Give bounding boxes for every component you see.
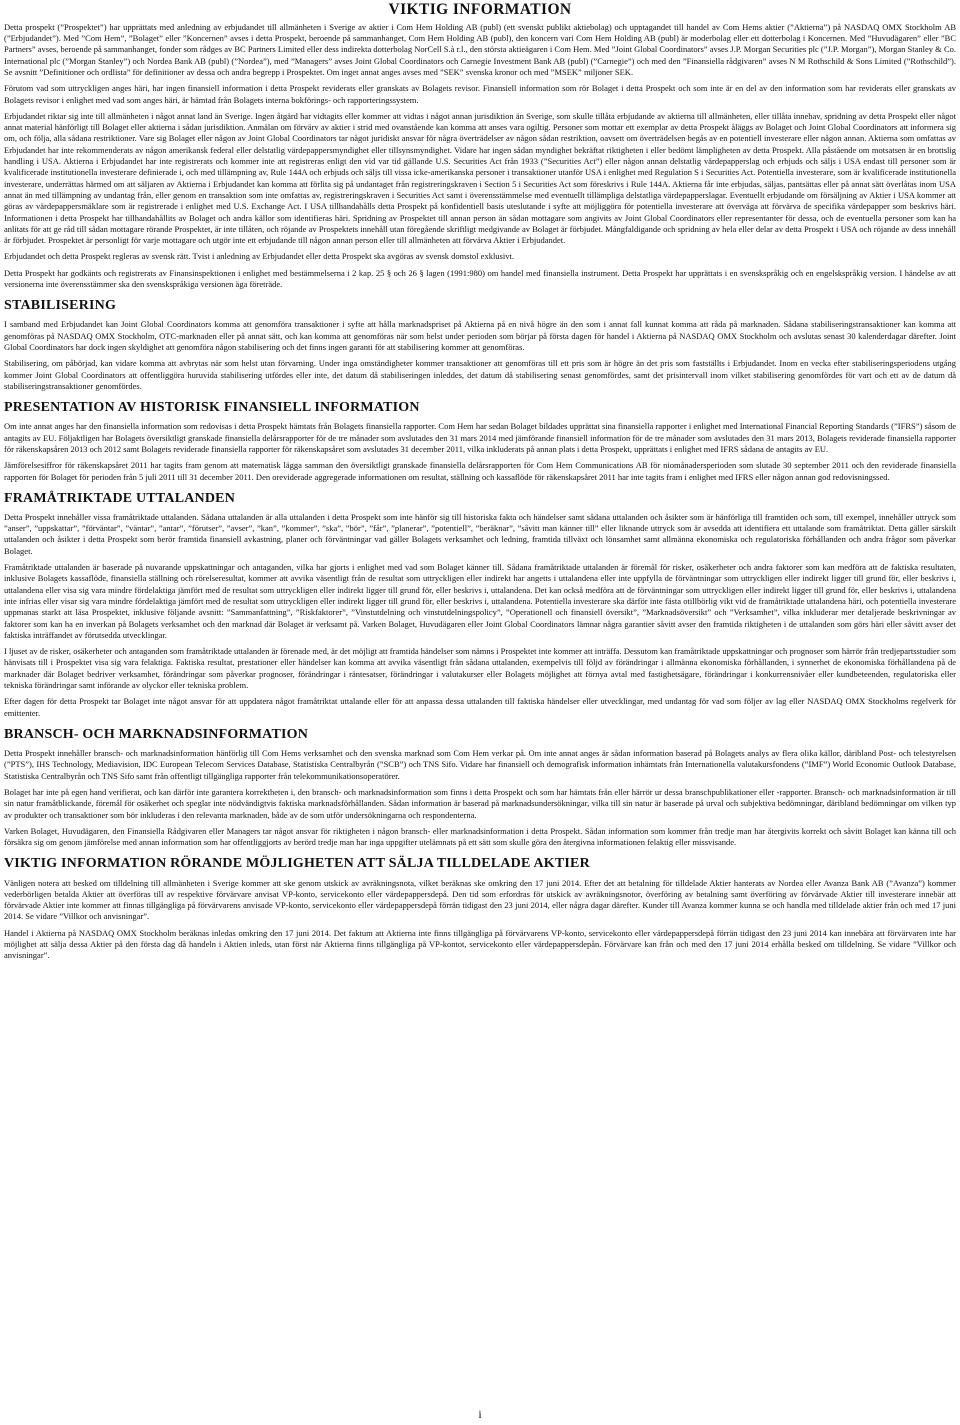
framatriktade-paragraph-1: Detta Prospekt innehåller vissa framåtriktade uttalanden. Sådana uttalanden är alla uttalanden i detta Prospekt som inte hänför sig till historiska fakta och händelser samt sådana uttalanden och åsikter som är hänförliga till framtiden och som, till exempel, innehåller uttryck som ”anser”, ”uppskattar”, ”förväntar”, ”väntar”, ”antar”, ”förutser”, ”avser”, ”kan”, ”kommer”, ”ska”, ”bör”, ”får”, ”planerar”, ”potentiell”, ”beräknar”, ”såvitt man känner till” eller liknande uttryck som är avsedda att identifiera ett uttalande som framåtriktat. Detta gäller särskilt uttalanden och åsikter i detta Prospekt som berör framtida finansiell avkastning, planer och förväntningar vad gäller Bolagets verksamhet och ledning, framtida tillväxt och lönsamhet samt allmänna ekonomiska och regulatoriska förhållanden och andra frågor som påverkar Bolaget. [4, 511, 956, 556]
stabilisering-paragraph-1: I samband med Erbjudandet kan Joint Global Coordinators komma att genomföra transaktioner i syfte att hålla marknadspriset på Aktierna på en nivå högre än den som i annat fall kunnat komma att råda på marknaden. Sådana stabiliseringstransaktioner kan komma att genomföras på NASDAQ OMX Stockholm, OTC-marknaden eller på annat sätt, och kan komma att genomföras när som helst under perioden som börjar på första dagen för handel i Aktierna på NASDAQ OMX Stockholm och avslutas senast 30 kalenderdagar därefter. Joint Global Coordinators har dock ingen skyldighet att genomföra någon stabilisering och det finns ingen garanti för att stabilisering kommer att genomföras. [4, 319, 956, 353]
presentation-paragraph-2: Jämförelsesiffror för räkenskapsåret 2011 har tagits fram genom att matematisk lägga samman den översiktligt granskade finansiella delårsrapporten för Com Hem Communications AB för niomånadersperioden som slutade 30 september 2011 och den reviderade finansiella rapporten för Bolaget för perioden från 5 juli 2011 till 31 december 2011. Den oreviderade aggregerade informationen om resultat, ställning och kassaflöde för räkenskapsåret 2011 har inte tagits fram i enlighet med IFRS eller någon annan god redovisningssed. [4, 460, 956, 482]
presentation-paragraph-1: Om inte annat anges har den finansiella information som redovisas i detta Prospekt hämtats från Bolagets finansiella rapporter. Com Hem har sedan Bolaget bildades upprättat sina finansiella rapporter i enlighet med International Financial Reporting Standards (”IFRS”) såsom de antagits av EU. Följaktligen har Bolagets översiktligt granskade finansiella delårsrapporter för de tre månader som avslutades den 31 mars 2014 med jämförande finansiell information för de tre månader som avslutades den 31 mars 2013, Bolagets reviderade finansiella rapporter för räkenskapsåren 2013 och 2012 samt Bolagets reviderade finansiella rapporter för räkenskapsåret som avslutades 31 december 2011, vilka inkluderats på annan plats i detta Prospekt, upprättats i enlighet med IFRS sådana de antagits av EU. [4, 421, 956, 454]
framatriktade-section [4, 491, 956, 719]
bransch-paragraph-1: Detta Prospekt innehåller bransch- och marknadsinformation hänförlig till Com Hems verksamhet och den svenska marknad som Com Hem verkar på. Om inte annat anges är sådan information baserad på Bolagets analys av flera olika källor, däribland Post- och telestyrelsen (”PTS”), IHS Technology, Mediavision, IDC European Telecom Services Database, Statistiska Centralbyrån (”SCB”) och TNS Sifo. Vidare har finansiell och demografisk information inhämtats från Internationella valutakursfondens (”IMF”) World Economic Outlook Database, Statistiska Centralbyrån och TNS Sifo samt från offentligt tillgängliga rapporter från telekommunikationsoperatörer. [4, 748, 956, 781]
intro-paragraph-2: Förutom vad som uttryckligen anges häri, har ingen finansiell information i detta Prospekt reviderats eller granskats av Bolagets revisor. Finansiell information som rör Bolaget i detta Prospekt och som inte är en del av den information som har reviderats eller granskats av Bolagets revisor i enlighet med vad som anges häri, är hämtad från Bolagets interna bokförings- och rapporteringssystem. [4, 83, 956, 105]
intro-paragraph-1: Detta prospekt (”Prospektet”) har upprättats med anledning av erbjudandet till allmänheten i Sverige av aktier i Com Hem Holding AB (publ) (ett svenskt publikt aktiebolag) och upptagandet till handel av Com Hems aktier (”Aktierna”) på NASDAQ OMX Stockholm AB (”Erbjudandet”). Med ”Com Hem”, ”Bolaget” eller ”Koncernen” avses i detta Prospekt, beroende på sammanhanget, Com Hem Holding AB (publ), den koncern vari Com Hem Holding AB (publ) är moderbolag eller ett dotterbolag i Koncernen. Med ”Huvudägaren” eller ”BC Partners” avses, beroende på sammanhanget, fonder som rådges av BC Partners Limited eller dess indirekta dotterbolag NorCell S.à r.l., den största aktieägaren i Com Hem. Med ”Joint Global Coordinators” avses J.P. Morgan Securities plc (”J.P. Morgan”), Morgan Stanley & Co. International plc (”Morgan Stanley”) och Nordea Bank AB (publ) (”Nordea”), med ”Managers” avses Joint Global Coordinators och Carnegie Investment Bank AB (publ) (”Carnegie”) och med den ”Finansiella rådgivaren” avses N M Rothschild & Sons Limited (”Rothschild”). Se avsnitt ”Definitioner och ordlista” för definitioner av dessa och andra begrepp i Prospektet. Om inget annat anges avses med ”SEK” svenska kronor och med ”MSEK” miljoner SEK. [4, 21, 956, 77]
stabilisering-heading: STABILISERING [4, 298, 117, 314]
framatriktade-heading: FRAMÅTRIKTADE UTTALANDEN [4, 490, 236, 506]
bransch-paragraph-2: Bolaget har inte på egen hand verifierat, och kan därför inte garantera korrektheten i, den bransch- och marknadsinformation som finns i detta Prospekt och som har hämtats från eller härrör ur dessa branschpublikationer eller -rapporter. Bransch- och marknadsinformation är till sin natur framåtblickande, föremål för osäkerhet och speglar inte nödvändigtvis faktiska marknadsförhållanden. Sådan information är baserad på marknadsundersökningar, vilka till sin natur är baserade på urval och subjektiva bedömningar, däribland bedömningar om vilken typ av produkter och transaktioner som bör inkluderas i den relevanta marknaden, både av de som utför undersökningarna och respondenterna. [4, 786, 956, 820]
bransch-heading: BRANSCH- OCH MARKNADSINFORMATION [4, 726, 309, 742]
presentation-section [4, 400, 956, 483]
intro-section [4, 22, 956, 291]
salja-paragraph-1: Vänligen notera att besked om tilldelning till allmänheten i Sverige kommer att ske genom utskick av avräkningsnota, vilket beräknas ske omkring den 17 juni 2014. Efter det att betalning för tilldelade Aktier hanterats av Nordea eller Avanza Bank AB (”Avanza”) kommer vederbörligen betalda Aktier att överföras till av respektive förvärvare anvisat VP-konto, servicekonto eller värdepappersdepå. Den tid som erfordras för utskick av avräkningsnotor, överföring av betalning samt överföring av förvärvade Aktier till investerare innebär att förvärvade Aktier inte kommer att finnas tillgängliga på förvärvarens anvisade VP-konto, servicekonto eller värdepappersdepå förrän tidigast den 23 juni 2014, eller några dagar därefter. Kunder till Avanza kommer kunna se och handla med tilldelade aktier från och med 17 juni 2014. Se vidare ”Villkor och anvisningar”. [4, 877, 956, 922]
page-number: i [478, 1407, 482, 1421]
salja-section [4, 856, 956, 961]
page-title: VIKTIG INFORMATION [388, 1, 572, 18]
stabilisering-section [4, 298, 956, 392]
framatriktade-paragraph-4: Efter dagen för detta Prospekt tar Bolaget inte något ansvar för att uppdatera något framåtriktat uttalande eller för att anpassa dessa uttalanden till faktiska händelser eller utvecklingar, med undantag för vad som följer av lag eller NASDAQ OMX Stockholms regelverk för emittenter. [4, 696, 956, 718]
intro-paragraph-4: Erbjudandet och detta Prospekt regleras av svensk rätt. Tvist i anledning av Erbjudandet eller detta Prospekt ska avgöras av svensk domstol exklusivt. [4, 251, 514, 262]
document-page [4, 0, 956, 1425]
stabilisering-paragraph-2: Stabilisering, om påbörjad, kan vidare komma att avbrytas när som helst utan förvarning. Under inga omständigheter kommer transaktioner att genomföras till ett pris som är högre än det pris som fastställts i Erbjudandet. Inom en vecka efter stabiliseringsperiodens utgång kommer Joint Global Coordinators att offentliggöra huruvida stabilisering utfördes eller inte, det datum då stabiliseringen inleddes, det datum då stabilisering senast genomfördes, samt det prisintervall inom vilket stabilisering genomfördes för vart och ett av de datum då stabiliseringstransaktioner genomfördes. [4, 358, 956, 391]
intro-paragraph-5: Detta Prospekt har godkänts och registrerats av Finansinspektionen i enlighet med bestämmelserna i 2 kap. 25 § och 26 § lagen (1991:980) om handel med finansiella instrument. Detta Prospekt har upprättats i en svenskspråkig och en engelskspråkig version. I händelse av att versionerna inte överensstämmer ska den svenskspråkiga versionen äga företräde. [4, 267, 956, 290]
bransch-paragraph-3: Varken Bolaget, Huvudägaren, den Finansiella Rådgivaren eller Managers tar något ansvar för riktigheten i någon bransch- eller marknadsinformation i detta Prospekt. Sådan information som kommer från tredje man har återgivits korrekt och såvitt Bolaget kan känna till och försäkra sig om genom jämförelse med annan information som har offentliggjorts av berörd tredje man har inga uppgifter utelämnats på ett sätt som skulle göra den återgivna informationen felaktig eller missvisande. [4, 825, 956, 848]
salja-heading: VIKTIG INFORMATION RÖRANDE MÖJLIGHETEN ATT SÄLJA TILLDELADE AKTIER [4, 856, 590, 872]
intro-paragraph-3: Erbjudandet riktar sig inte till allmänheten i något annat land än Sverige. Ingen åtgärd har vidtagits eller kommer att vidtas i något annan jurisdiktion än Sverige, som skulle tillåta erbjudande av aktierna till allmänheten, eller tillåta innehav, spridning av detta Prospekt eller något annat material hänförligt till Bolaget eller aktierna i sådan jurisdiktion. Anmälan om förvärv av aktier i strid med ovanstående kan komma att anses vara ogiltig. Personer som mottar ett exemplar av detta Prospekt åläggs av Bolaget och Joint Global Coordinators att informera sig om, och följa, alla sådana restriktioner. Vare sig Bolaget eller någon av Joint Global Coordinators tar något juridiskt ansvar för några överträdelser av någon sådan restriktion, oavsett om överträdelsen begås av en potentiell investerare eller någon annan. Aktierna som omfattas av Erbjudandet har inte rekommenderats av någon amerikansk federal eller delstatlig värdepappersmyndighet eller tillsynsmyndighet. Vidare har ingen sådan myndighet bekräftat riktigheten i eller bedömt lämpligheten av detta Prospekt. Alla påstående om motsatsen är en brottslig handling i USA. Aktierna i Erbjudandet har inte registrerats och kommer inte att registreras enligt den vid var tid gällande U.S. Securities Act från 1933 (”Securities Act”) eller någon annan delstatlig värdepapperslag och erbjuds och säljs i USA endast till personer som är kvalificerade institutionella investerare definierade i, och med tillämpning av, Rule 144A och erbjuds och säljs till vissa icke-amerikanska personer i transaktioner utanför USA i enlighet med Regulation S i Securities Act. Potentiella investerare, som är kvalificerade institutionella investerare, underrättas härmed om att säljaren av Aktierna i Erbjudandet kan komma att förlita sig på undantaget från registreringskraven i Section 5 i Securities Act som föreskrivs i Rule 144A. Aktierna får inte erbjudas, säljas, pantsättas eller på annat sätt överlåtas inom USA annat än med tillämpning av undantag från, eller genom en transaktion som inte omfattas av, registreringskraven i Securities Act samt i överensstämmelse med eventuellt tillämpliga delstatliga värdepapperslagar. Eventuellt erbjudande om försäljning av Aktier i USA kommer att göras av värdepappersmäklare som är registrerade i enlighet med U.S. Exchange Act. I USA tillhandahålls detta Prospekt på konfidentiell basis uteslutande i syfte att möjliggöra för potentiella investerare att överväga att förvärva de specifika värdepapper som beskrivs häri. Informationen i detta Prospekt har tillhandahållits av Bolaget och andra källor som identifieras häri. Spridning av Prospektet till annan person än sådan mottagare som angivits av Joint Global Coordinators eller representanter för dessa, och de eventuella personer som kan ha anlitats för att ge råd till sådan mottagare rörande Prospektet, är inte tillåten, och röjande av Prospektets innehåll utan föregående skriftligt medgivande av Bolaget är förbjudet. Mångfaldigande och spridning av hela eller delar av detta Prospekt i USA och röjande av dess innehåll är förbjudet. Prospektet är personligt för varje mottagare och utgör inte ett erbjudande till någon annan person eller till allmänheten att förvärva Aktier i Erbjudandet. [4, 110, 956, 246]
framatriktade-paragraph-2: Framåtriktade uttalanden är baserade på nuvarande uppskattningar och antaganden, vilka har gjorts i enlighet med vad som Bolaget känner till. Sådana framåtriktade uttalanden är föremål för risker, osäkerheter och andra faktorer som kan medföra att de faktiska resultaten, inklusive Bolagets kassaflöde, finansiella ställning och rörelseresultat, kommer att avvika väsentligt från de resultat som uttryckligen eller indirekt har angetts i uttalandena eller inte uppfylla de förväntningar som uttryckligen eller indirekt ligger till grund för, eller beskrivs i, uttalandena eller visa sig vara mindre fördelaktiga jämfört med de resultat som uttryckligen eller indirekt ligger till grund för, eller beskrivs i, uttalandena. Det kan också medföra att de förväntningar som uttryckligen eller indirekt ligger till grund för, eller beskrivs i, uttalandena inte infrias eller visar sig vara mindre fördelaktiga jämfört med de resultat som uttryckligen eller indirekt ligger till grund för, eller beskrivs i, uttalandena. Potentiella investerare ska därför inte fästa otillbörlig vikt vid de framåtriktade uttalandena häri, och potentiella investerare uppmanas starkt att läsa Prospektet, inklusive följande avsnitt: ”Sammanfattning”, ”Riskfaktorer”, ”Vinstutdelning och vinstutdelningspolicy”, ”Operationell och finansiell översikt”, ”Marknadsöversikt” och ”Verksamhet”, vilka inkluderar mer detaljerade beskrivningar av faktorer som kan ha en inverkan på Bolagets verksamhet och den marknad där Bolaget är verksamt på. Varken Bolaget, Huvudägaren eller Joint Global Coordinators lämnar några garantier såvitt avser den framtida riktigheten i de uttalanden som görs häri eller såvitt avser det faktiska inträffandet av förutsedda utvecklingar. [4, 562, 956, 640]
presentation-heading: PRESENTATION AV HISTORISK FINANSIELL INFORMATION [4, 400, 420, 416]
bransch-section [4, 727, 956, 848]
framatriktade-paragraph-3: I ljuset av de risker, osäkerheter och antaganden som framåtriktade uttalanden är förenade med, är det möjligt att framtida händelser som nämns i Prospektet inte kommer att inträffa. Dessutom kan framåtriktade uppskattningar och prognoser som härrör från tredjepartsstudier som hänvisats till i Prospektet visa sig vara felaktiga. Faktiska resultat, prestationer eller händelser kan komma att avvika väsentligt från sådana uttalanden, exempelvis till följd av förändringar i allmänna ekonomiska förhållanden, i synnerhet de ekonomiska förhållandena på de marknader där Bolaget bedriver verksamhet, förändringar som påverkar prognoser, förändringar i räntesatser, förändringar i valutakurser eller Bolagets möjlighet att förnya avtal med fastighetsägare, förändringar i konkurrensnivåer eller kundbeteenden, regulatoriska eller tekniska förändringar samt införande av olyckor eller tekniska problem. [4, 646, 956, 691]
salja-paragraph-2: Handel i Aktierna på NASDAQ OMX Stockholm beräknas inledas omkring den 17 juni 2014. Det faktum att Aktierna inte finns tillgängliga på förvärvarens VP-konto, servicekonto eller värdepappersdepå förrän tidigast den 23 juni 2014 kan innebära att förvärvaren inte har möjlighet att sälja dessa Aktier på den första dag då handeln i Aktien inleds, utan först när Aktierna finns tillgängliga på VP-kontot, servicekonto eller värdepappersdepån. Förvärvare kan från och med den 17 juni 2014 erhålla besked om tilldelning. Se vidare ”Villkor och anvisningar”. [4, 927, 956, 961]
